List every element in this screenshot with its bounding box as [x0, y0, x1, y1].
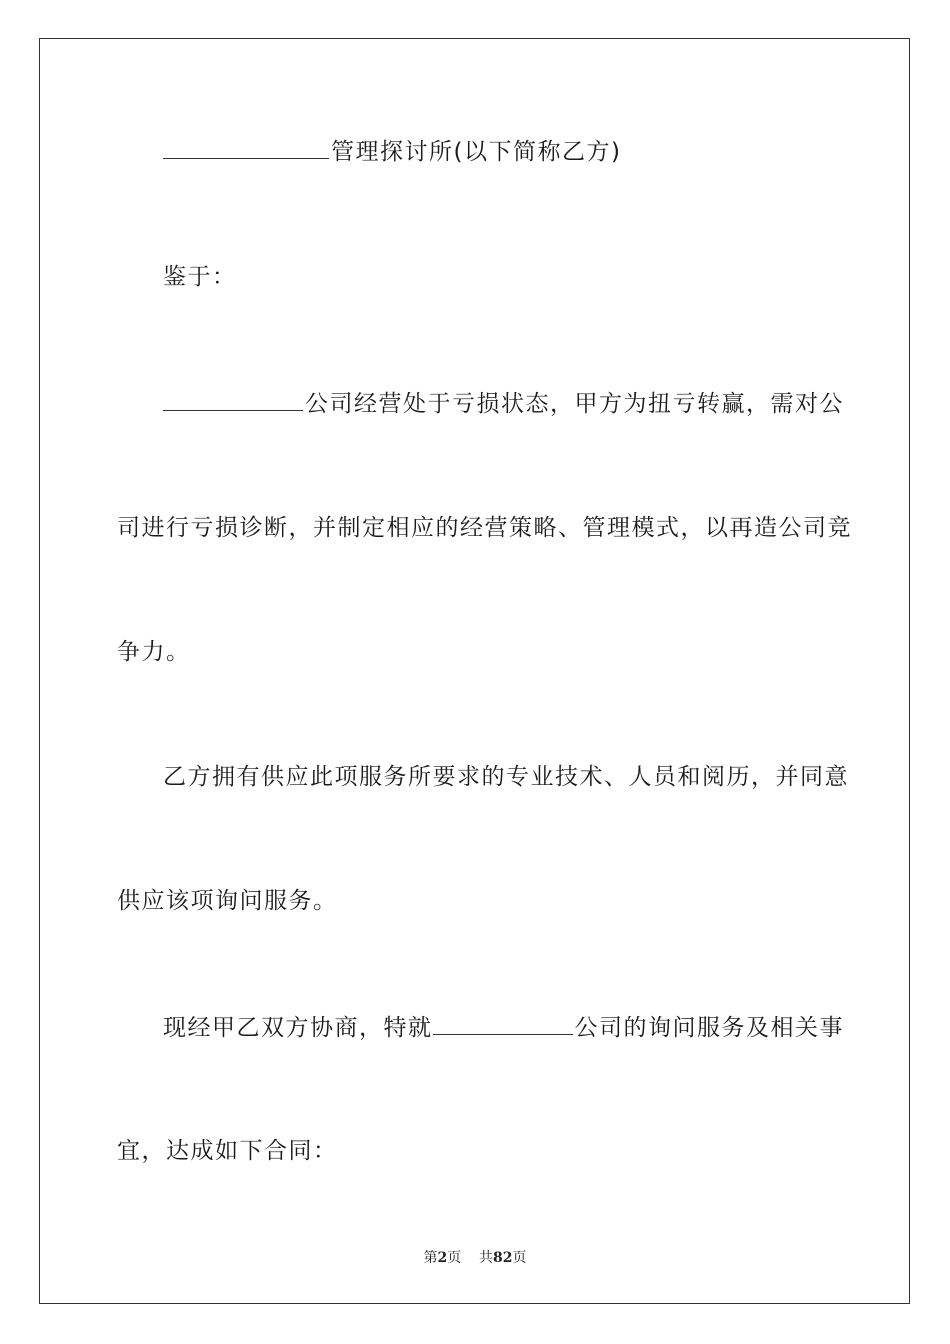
fill-in-blank	[433, 1012, 573, 1035]
page-number-prefix: 第	[423, 1250, 438, 1266]
fill-in-blank	[163, 136, 329, 159]
page-number: 2	[437, 1250, 448, 1266]
document-line-7	[117, 886, 338, 916]
document-line-6	[163, 762, 849, 792]
line-text: 宜，达成如下合同：	[117, 1138, 338, 1164]
total-pages-suffix: 页	[512, 1250, 527, 1266]
line-text: 鉴于：	[163, 264, 237, 290]
line-text: 争力。	[117, 639, 191, 665]
line-text: 供应该项询问服务。	[117, 888, 338, 914]
line-text: 司进行亏损诊断，并制定相应的经营策略、管理模式，以再造公司竞	[117, 515, 852, 541]
fill-in-blank	[163, 388, 303, 411]
page-number-suffix: 页	[447, 1250, 462, 1266]
line-text: 乙方拥有供应此项服务所要求的专业技术、人员和阅历，并同意	[163, 764, 849, 790]
document-line-8	[163, 1012, 844, 1043]
line-text: 公司经营处于亏损状态，甲方为扭亏转赢，需对公	[305, 391, 844, 417]
page-border	[39, 38, 910, 1304]
document-line-2	[163, 262, 237, 292]
line-text: 管理探讨所(以下简称乙方)	[331, 139, 622, 165]
document-line-4	[117, 513, 852, 543]
document-line-9	[117, 1136, 338, 1166]
document-line-1	[163, 136, 621, 167]
document-line-5	[117, 637, 191, 667]
total-pages: 82	[493, 1250, 513, 1266]
document-line-3	[163, 388, 844, 419]
line-text-post: 公司的询问服务及相关事	[574, 1015, 844, 1041]
page-footer	[0, 1247, 950, 1267]
total-pages-prefix: 共	[479, 1250, 494, 1266]
line-text-pre: 现经甲乙双方协商，特就	[163, 1015, 433, 1041]
